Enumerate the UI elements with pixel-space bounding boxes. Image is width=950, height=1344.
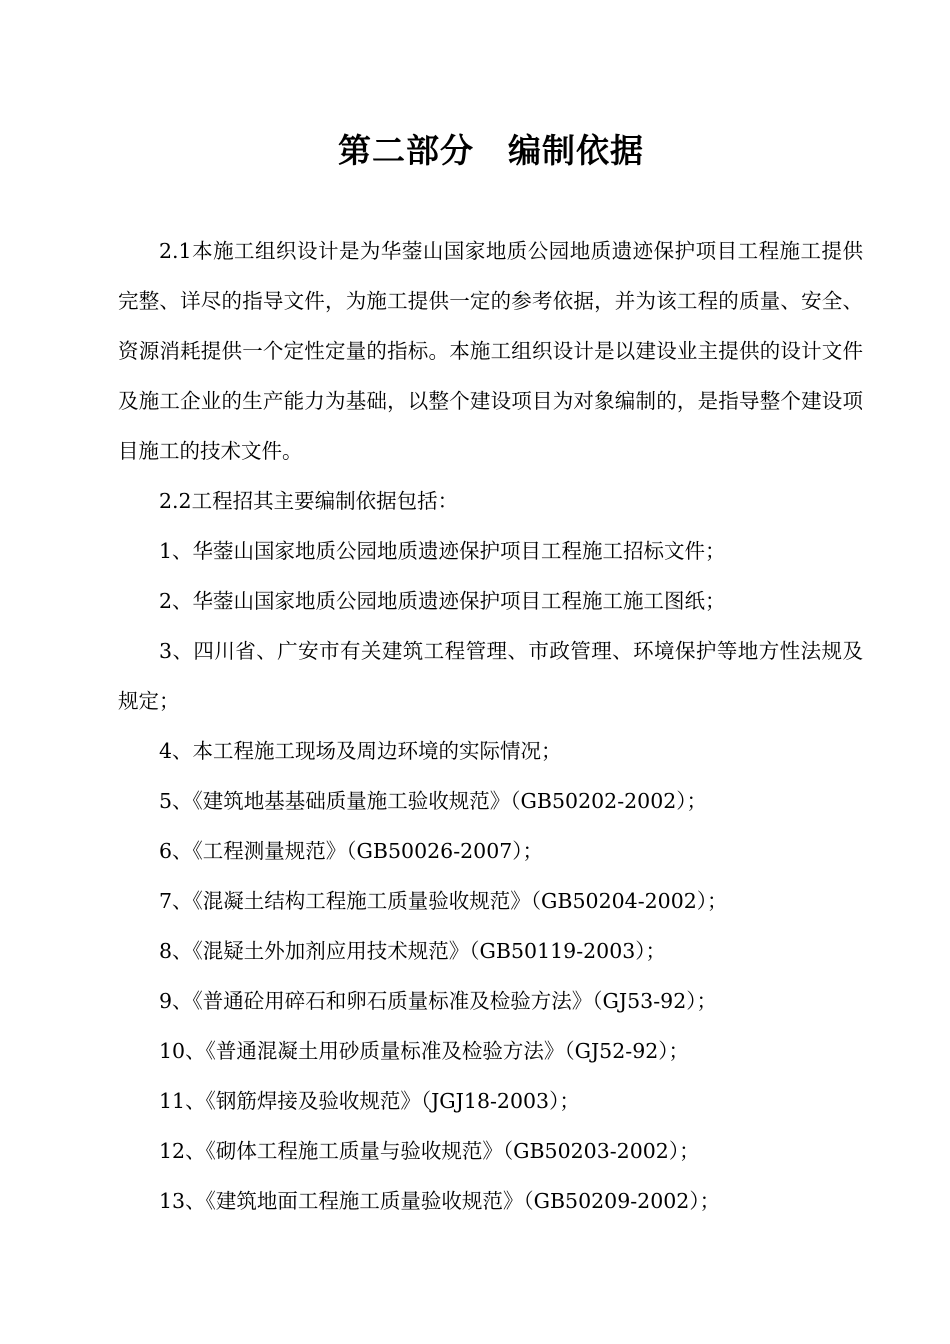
basis-item: 10、《普通混凝土用砂质量标准及检验方法》（GJ52-92）；	[159, 1039, 690, 1063]
basis-heading: 2.2工程招其主要编制依据包括：	[159, 489, 459, 513]
basis-item: 5、《建筑地基基础质量施工验收规范》（GB50202-2002）；	[159, 789, 708, 813]
document-body	[118, 226, 863, 1226]
basis-item: 1、华蓥山国家地质公园地质遗迹保护项目工程施工招标文件；	[159, 539, 726, 563]
basis-item: 2、华蓥山国家地质公园地质遗迹保护项目工程施工施工图纸；	[159, 589, 726, 613]
basis-item: 8、《混疑土外加剂应用技术规范》（GB50119-2003）；	[159, 939, 667, 963]
basis-item: 7、《混凝土结构工程施工质量验收规范》（GB50204-2002）；	[159, 889, 728, 913]
basis-item: 13、《建筑地面工程施工质量验收规范》（GB50209-2002）；	[159, 1189, 721, 1213]
intro-paragraph: 2.1本施工组织设计是为华蓥山国家地质公园地质遗迹保护项目工程施工提供完整、详尽的指导文件，为施工提供一定的参考依据，并为该工程的质量、安全、资源消耗提供一个定性定量的指标。本施工组织设计是以建设业主提供的设计文件及施工企业的生产能力为基础，以整个建设项目为对象编制的，是指导整个建设项目施工的技术文件。	[118, 239, 863, 463]
basis-item: 9、《普通砼用碎石和卵石质量标准及检验方法》（GJ53-92）；	[159, 989, 717, 1013]
basis-item: 11、《钢筋焊接及验收规范》（JGJ18-2003）；	[159, 1089, 580, 1113]
basis-item: 4、本工程施工现场及周边环境的实际情况；	[159, 739, 562, 763]
basis-item: 6、《工程测量规范》（GB50026-2007）；	[159, 839, 544, 863]
section-title: 第二部分 编制依据	[338, 131, 644, 170]
basis-item: 3、四川省、广安市有关建筑工程管理、市政管理、环境保护等地方性法规及规定；	[118, 639, 863, 713]
basis-item: 12、《砌体工程施工质量与验收规范》（GB50203-2002）；	[159, 1139, 700, 1163]
